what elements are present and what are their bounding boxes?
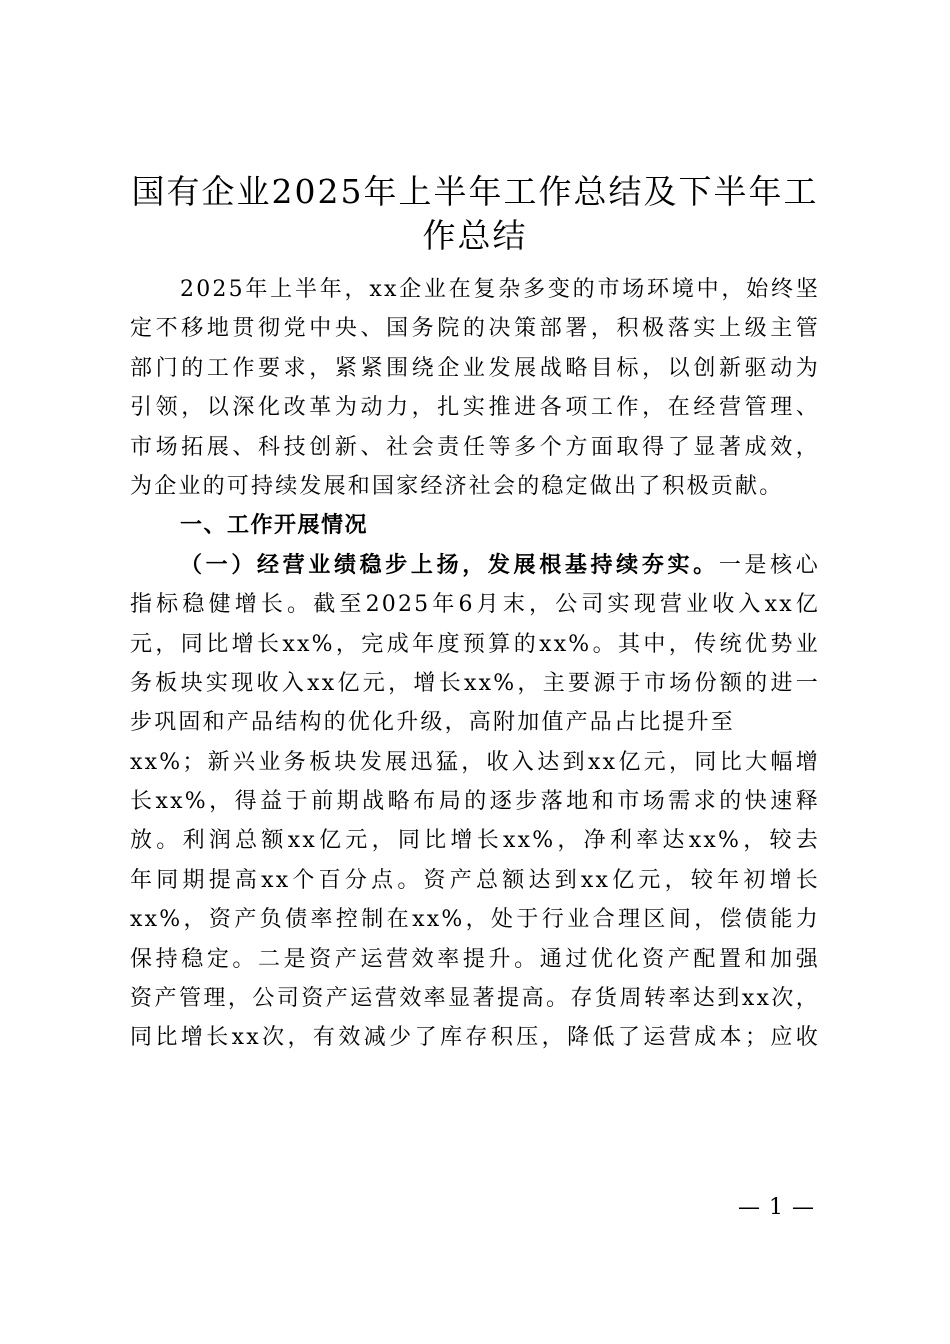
section-heading: 一、工作开展情况: [180, 512, 369, 539]
paragraph-line: 保持稳定。二是资产运营效率提升。通过优化资产配置和加强: [130, 946, 820, 972]
subsection-first-line-rest: 一是核心: [718, 552, 820, 578]
paragraph-line: 同比增长xx次，有效减少了库存积压，降低了运营成本；应收: [130, 1025, 820, 1051]
paragraph-line: 务板块实现收入xx亿元，增长xx%，主要源于市场份额的进一: [130, 670, 820, 696]
document-title: [130, 170, 820, 258]
intro-line: 引领，以深化改革为动力，扎实推进各项工作，在经营管理、: [130, 395, 820, 421]
subsection-heading: （一）经营业绩稳步上扬，发展根基持续夯实。: [180, 551, 719, 578]
page-number: — 1 —: [738, 1195, 815, 1220]
paragraph-line: 放。利润总额xx亿元，同比增长xx%，净利率达xx%，较去: [130, 828, 820, 854]
intro-line: 部门的工作要求，紧紧围绕企业发展战略目标，以创新驱动为: [130, 355, 820, 381]
paragraph-line: 元，同比增长xx%，完成年度预算的xx%。其中，传统优势业: [130, 631, 820, 657]
intro-line: 为企业的可持续发展和国家经济社会的稳定做出了积极贡献。: [130, 473, 784, 499]
paragraph-line: 资产管理，公司资产运营效率显著提高。存货周转率达到xx次，: [130, 986, 820, 1012]
title-line-2: 作总结: [422, 216, 528, 255]
subsection-first-line: [130, 546, 820, 585]
paragraph-line: xx%，资产负债率控制在xx%，处于行业合理区间，偿债能力: [130, 907, 820, 933]
paragraph-line: xx%；新兴业务板块发展迅猛，收入达到xx亿元，同比大幅增: [130, 749, 820, 775]
paragraph-line: 步巩固和产品结构的优化升级，高附加值产品占比提升至: [130, 710, 736, 736]
paragraph-line: 指标稳健增长。截至2025年6月末，公司实现营业收入xx亿: [130, 592, 820, 618]
title-line-1: 国有企业2025年上半年工作总结及下半年工: [131, 172, 819, 211]
intro-line: 定不移地贯彻党中央、国务院的决策部署，积极落实上级主管: [130, 316, 820, 342]
paragraph-line: 年同期提高xx个百分点。资产总额达到xx亿元，较年初增长: [130, 867, 820, 893]
paragraph-line: 长xx%，得益于前期战略布局的逐步落地和市场需求的快速释: [130, 789, 820, 815]
intro-line: 2025年上半年，xx企业在复杂多变的市场环境中，始终坚: [180, 277, 820, 302]
intro-line: 市场拓展、科技创新、社会责任等多个方面取得了显著成效，: [130, 434, 820, 460]
document-body: [130, 270, 820, 1058]
